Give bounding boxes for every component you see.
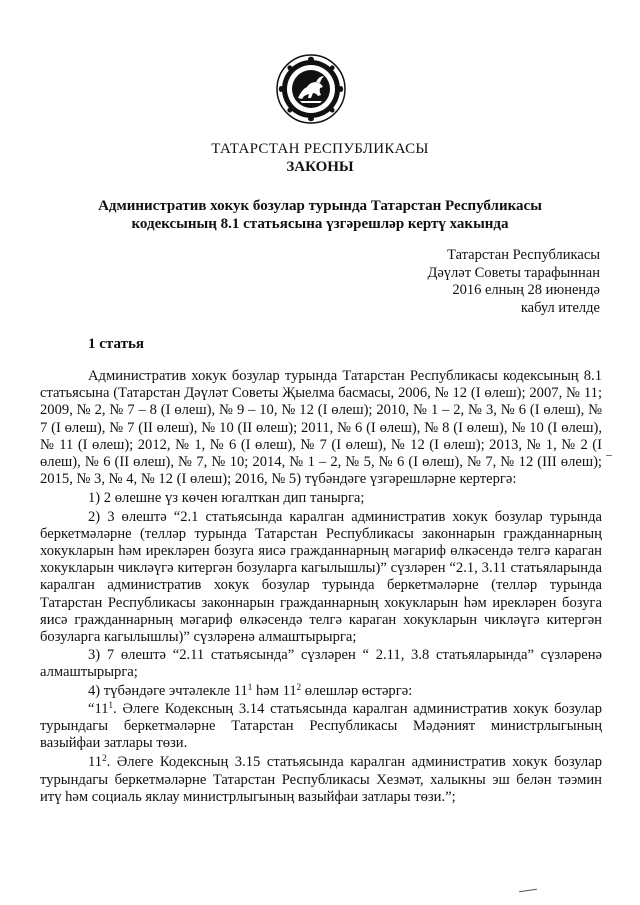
adoption-line-1: Татарстан Республикасы	[447, 247, 600, 263]
republic-heading: ТАТАРСТАН РЕСПУБЛИКАСЫ	[211, 141, 429, 157]
law-title-line-2: кодексының 8.1 статьясына үзгәрешләр кертү хакында	[131, 216, 509, 232]
scan-artifact	[606, 455, 612, 456]
adoption-note	[427, 247, 600, 317]
adoption-line-2: Дәүләт Советы тарафыннан	[427, 264, 600, 281]
tatarstan-emblem-icon	[276, 54, 346, 124]
scan-mark	[519, 889, 537, 892]
item-2: 2) 3 өлештә “2.1 статьясында каралган административ хокук бозулар турында беркетмәләрне (телләр турында Татарстан Республикасы законнарын гражданнарның хокукларын һәм ирекләрен бозуга яисә гражданнарның мәгариф өлкәсендә телгә караган хокукларын чикләүгә китергән бозуларга кагылышлы)” сүзләрен “2.1, 3.11 статьяларында каралган административ хокук бозулар турында беркетмәләрне (телләр турында Татарстан Республикасы законнарын гражданнарның хокукларын һәм ирекләрен бозуга яисә гражданнарның мәгариф өлкәсендә телгә караган хокукларын чикләүгә китергән бозуларга кагылышлы)” сүзләренә алмаштырырга;	[40, 508, 602, 646]
adoption-line-3: 2016 елның 28 июнендә	[452, 282, 600, 298]
item-1: 1) 2 өлешне үз көчен югалткан дип танырга;	[88, 490, 365, 507]
item-3: 3) 7 өлештә “2.11 статьясында” сүзләрен “ 2.11, 3.8 статьяларында” сүзләренә алмаштырырга;	[40, 647, 602, 681]
item-4: 4) түбәндәге эчтәлекле $11^1$ һәм $11^2$ өлешләр өстәргә:	[88, 681, 413, 699]
article-body	[40, 368, 602, 808]
intro-paragraph: Административ хокук бозулар турында Татарстан Республикасы кодексының 8.1 статьясына (Татарстан Дәүләт Советы Җыелма басмасы, 2006, № 12 (I өлеш); 2007, № 11; 2009, № 2, № 7 – 8 (I өлеш), № 9 – 10, № 12 (I өлеш); 2010, № 1 – 2, № 3, № 6 (I өлеш), № 7 (I өлеш), № 7 (II өлеш), № 10 (II өлеш); 2011, № 6 (I өлеш), № 8 (I өлеш), № 10 (I өлеш), № 11 (I өлеш); 2012, № 1, № 6 (I өлеш), № 7 (I өлеш), № 12 (I өлеш); 2013, № 1, № 2 (I өлеш), № 6 (II өлеш), № 7, № 10; 2014, № 1 – 2, № 5, № 6 (I өлеш), № 7, № 12 (III өлеш); 2015, № 3, № 4, № 12 (I өлеш); 2016, № 5) түбәндәге үзгәрешләрне кертергә:	[40, 368, 602, 488]
paragraph-11-2: $11^2$. Әлеге Кодексның 3.15 статьясында каралган административ хокук бозулар турындагы беркетмәләрне Татарстан Республикасы Хезмәт, халыкны эш белән тәэмин итү һәм социаль яклау министрлыгының вазыйфаи затлары төзи.”;	[40, 753, 602, 805]
law-title-line-1: Административ хокук бозулар турында Татарстан Республикасы	[98, 198, 542, 214]
adoption-line-4: кабул ителде	[520, 299, 600, 316]
law-heading: ЗАКОНЫ	[286, 159, 354, 175]
paragraph-11-1: “$11^1$. Әлеге Кодексның 3.14 статьясында каралган административ хокук бозулар турындагы беркетмәләрне Татарстан Республикасы Мәдәният министрлыгының вазыйфаи затлары төзи.	[40, 699, 602, 752]
article-heading: 1 статья	[88, 336, 144, 352]
